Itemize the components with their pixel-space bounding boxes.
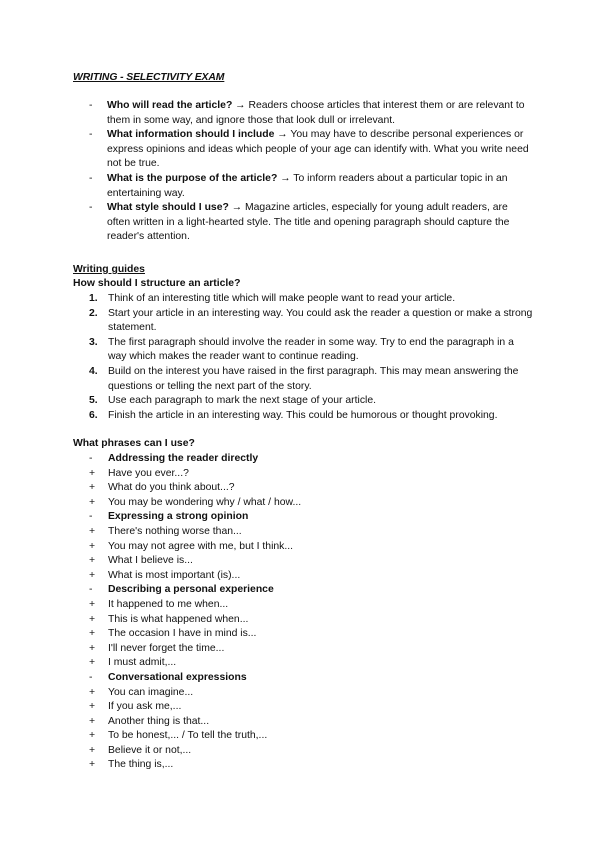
phrase-item — [73, 758, 493, 773]
question-label: What is the purpose of the article? — [107, 172, 278, 184]
phrase-text: It happened to me when... — [108, 598, 229, 610]
question-answer: → Readers choose articles that interest them or are relevant to them in some way, and ignore those that look dull or irrelevant. — [107, 100, 525, 126]
phrases-heading: What phrases can I use? — [73, 438, 195, 449]
plus-bullet: + — [89, 525, 96, 537]
step-number: 2. — [89, 307, 98, 319]
plus-bullet: + — [89, 569, 96, 581]
plus-bullet: + — [89, 496, 96, 508]
writing-guides-heading: Writing guides — [73, 264, 145, 275]
step-item — [73, 336, 533, 365]
question-item — [73, 172, 533, 201]
step-item — [73, 292, 533, 307]
phrase-text: The thing is,... — [108, 759, 174, 771]
dash-bullet: - — [89, 584, 93, 596]
structure-steps-list — [73, 292, 533, 423]
dash-bullet: - — [89, 172, 93, 184]
phrase-text: I'll never forget the time... — [108, 642, 225, 654]
plus-bullet: + — [89, 642, 96, 654]
phrase-category-label: Addressing the reader directly — [108, 453, 259, 464]
dash-bullet: - — [89, 100, 93, 111]
step-item — [73, 307, 533, 336]
step-number: 4. — [89, 365, 98, 377]
phrase-item — [73, 554, 493, 569]
step-number: 6. — [89, 409, 98, 421]
phrase-text: If you ask me,... — [108, 701, 182, 713]
phrase-item — [73, 540, 493, 555]
phrase-text: To be honest,... / To tell the truth,... — [108, 730, 268, 742]
phrase-item — [73, 481, 493, 496]
plus-bullet: + — [89, 482, 96, 494]
question-answer: → Magazine articles, especially for young adult readers, are often written in a light-hearted style. The title and opening paragraph should capture the reader's attention. — [107, 202, 510, 243]
step-text: Start your article in an interesting way. You could ask the reader a question or make a strong statement. — [108, 307, 533, 334]
phrase-item — [73, 613, 493, 628]
phrase-text: I must admit,... — [108, 657, 177, 669]
step-text: The first paragraph should involve the reader in some way. Try to end the paragraph in a way which makes the reader want to continue reading. — [108, 336, 514, 363]
phrase-text: Believe it or not,... — [108, 744, 192, 756]
dash-bullet: - — [89, 511, 93, 523]
phrase-text: Another thing is that... — [108, 715, 210, 727]
question-answer: → You may have to describe personal experiences or express opinions and ideas which people of your age can identify with. What you write need not be true. — [107, 129, 529, 170]
plus-bullet: + — [89, 540, 96, 552]
plus-bullet: + — [89, 686, 96, 698]
phrase-text: Have you ever...? — [108, 467, 189, 479]
step-item — [73, 365, 533, 394]
phrase-text: This is what happened when... — [108, 613, 249, 625]
step-text: Finish the article in an interesting way. This could be humorous or thought provoking. — [108, 409, 498, 421]
phrase-item — [73, 686, 493, 701]
step-text: Build on the interest you have raised in the first paragraph. This may mean answering the questions or telling the next part of the story. — [108, 365, 519, 392]
plus-bullet: + — [89, 613, 96, 625]
phrase-item — [73, 496, 493, 511]
dash-bullet: - — [89, 202, 93, 214]
phrase-item — [73, 715, 493, 730]
plus-bullet: + — [89, 744, 96, 756]
plus-bullet: + — [89, 467, 96, 479]
phrase-text: The occasion I have in mind is... — [108, 628, 257, 640]
phrase-item — [73, 642, 493, 657]
phrase-text: You may not agree with me, but I think... — [108, 540, 294, 552]
plus-bullet: + — [89, 657, 96, 669]
phrase-category — [73, 452, 493, 467]
key-questions-list — [73, 99, 533, 245]
dash-bullet: - — [89, 453, 93, 464]
dash-bullet: - — [89, 671, 93, 683]
plus-bullet: + — [89, 701, 96, 713]
step-text: Think of an interesting title which will make people want to read your article. — [108, 293, 456, 304]
phrase-text: What I believe is... — [108, 555, 193, 567]
plus-bullet: + — [89, 759, 96, 771]
phrase-item — [73, 598, 493, 613]
plus-bullet: + — [89, 730, 96, 742]
question-item — [73, 201, 533, 245]
phrase-item — [73, 569, 493, 584]
phrase-category — [73, 583, 493, 598]
phrase-category-label: Expressing a strong opinion — [108, 511, 249, 523]
question-label: What style should I use? — [107, 202, 229, 214]
phrase-text: There's nothing worse than... — [108, 525, 242, 537]
step-number: 5. — [89, 395, 98, 407]
question-label: What information should I include — [107, 129, 275, 141]
phrase-text: What is most important (is)... — [108, 569, 241, 581]
phrase-category — [73, 671, 493, 686]
phrase-text: You can imagine... — [108, 686, 194, 698]
question-item — [73, 99, 533, 128]
phrase-text: You may be wondering why / what / how... — [108, 496, 302, 508]
question-answer: → To inform readers about a particular topic in an entertaining way. — [107, 172, 508, 199]
step-number: 3. — [89, 336, 98, 348]
step-text: Use each paragraph to mark the next stage of your article. — [108, 395, 376, 407]
plus-bullet: + — [89, 598, 96, 610]
dash-bullet: - — [89, 129, 93, 141]
step-item — [73, 409, 533, 424]
phrase-text: What do you think about...? — [108, 482, 235, 494]
step-item — [73, 394, 533, 409]
plus-bullet: + — [89, 628, 96, 640]
phrase-item — [73, 525, 493, 540]
phrase-category-label: Describing a personal experience — [108, 584, 274, 596]
phrase-item — [73, 700, 493, 715]
phrase-item — [73, 656, 493, 671]
document-title: WRITING - SELECTIVITY EXAM — [73, 72, 225, 83]
question-label: Who will read the article? — [107, 100, 233, 111]
question-item — [73, 128, 533, 172]
structure-subheading: How should I structure an article? — [73, 278, 241, 289]
plus-bullet: + — [89, 555, 96, 567]
step-number: 1. — [89, 293, 98, 304]
phrase-item — [73, 467, 493, 482]
phrase-item — [73, 744, 493, 759]
phrase-item — [73, 729, 493, 744]
phrase-item — [73, 627, 493, 642]
phrases-list — [73, 452, 493, 773]
phrase-category-label: Conversational expressions — [108, 671, 247, 683]
phrase-category — [73, 510, 493, 525]
plus-bullet: + — [89, 715, 96, 727]
